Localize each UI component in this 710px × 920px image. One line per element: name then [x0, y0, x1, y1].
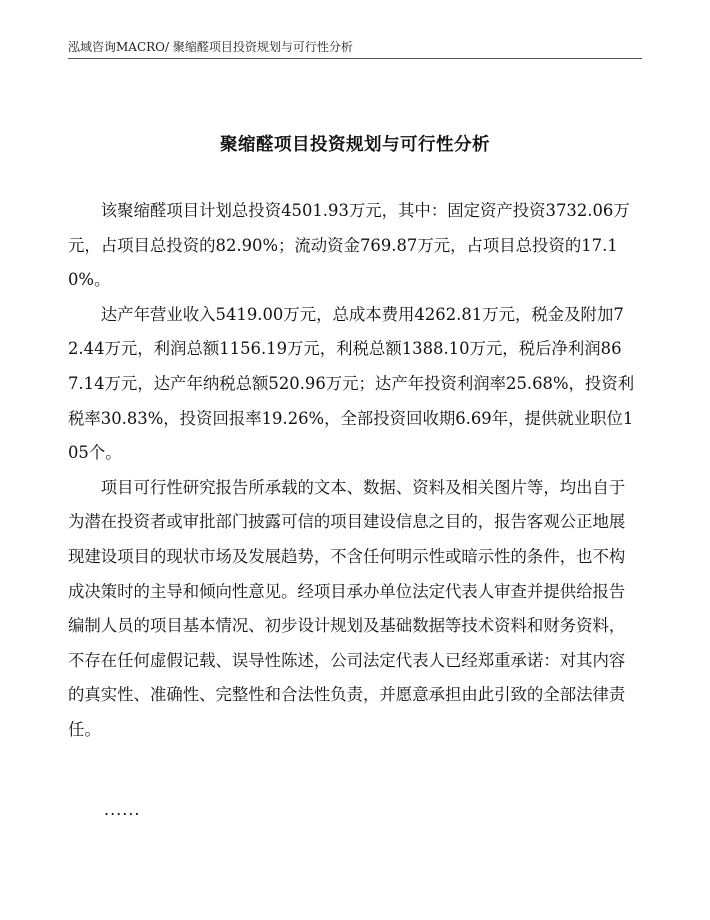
paragraph-financial-indicators: 达产年营业收入5419.00万元，总成本费用4262.81万元，税金及附加72.44万元，利润总额1156.19万元，利税总额1388.10万元，税后净利润867.14万元，达产年纳税总额520.96万元；达产年投资利润率25.68%，投资利税率30.83%，投资回报率19.26%，全部投资回收期6.69年，提供就业职位105个。 [68, 304, 635, 463]
document-title: 聚缩醛项目投资规划与可行性分析 [220, 135, 490, 155]
paragraph-investment-summary: 该聚缩醛项目计划总投资4501.93万元，其中：固定资产投资3732.06万元，占项目总投资的82.90%；流动资金769.87万元，占项目总投资的17.10%。 [68, 201, 630, 290]
paragraph-disclaimer: 项目可行性研究报告所承载的文本、数据、资料及相关图片等，均出自于为潜在投资者或审批部门披露可信的项目建设信息之目的，报告客观公正地展现建设项目的现状市场及发展趋势，不含任何明示性或暗示性的条件，也不构成决策时的主导和倾向性意见。经项目承办单位法定代表人审查并提供给报告编制人员的项目基本情况、初步设计规划及基础数据等技术资料和财务资料，不存在任何虚假记载、误导性陈述，公司法定代表人已经郑重承诺：对其内容的真实性、准确性、完整性和合法性负责，并愿意承担由此引致的全部法律责任。 [68, 477, 626, 739]
header-divider [68, 58, 642, 59]
running-header: 泓域咨询MACRO/ 聚缩醛项目投资规划与可行性分析 [68, 40, 353, 54]
continuation-ellipsis: ...... [104, 800, 141, 819]
document-body [68, 194, 636, 748]
